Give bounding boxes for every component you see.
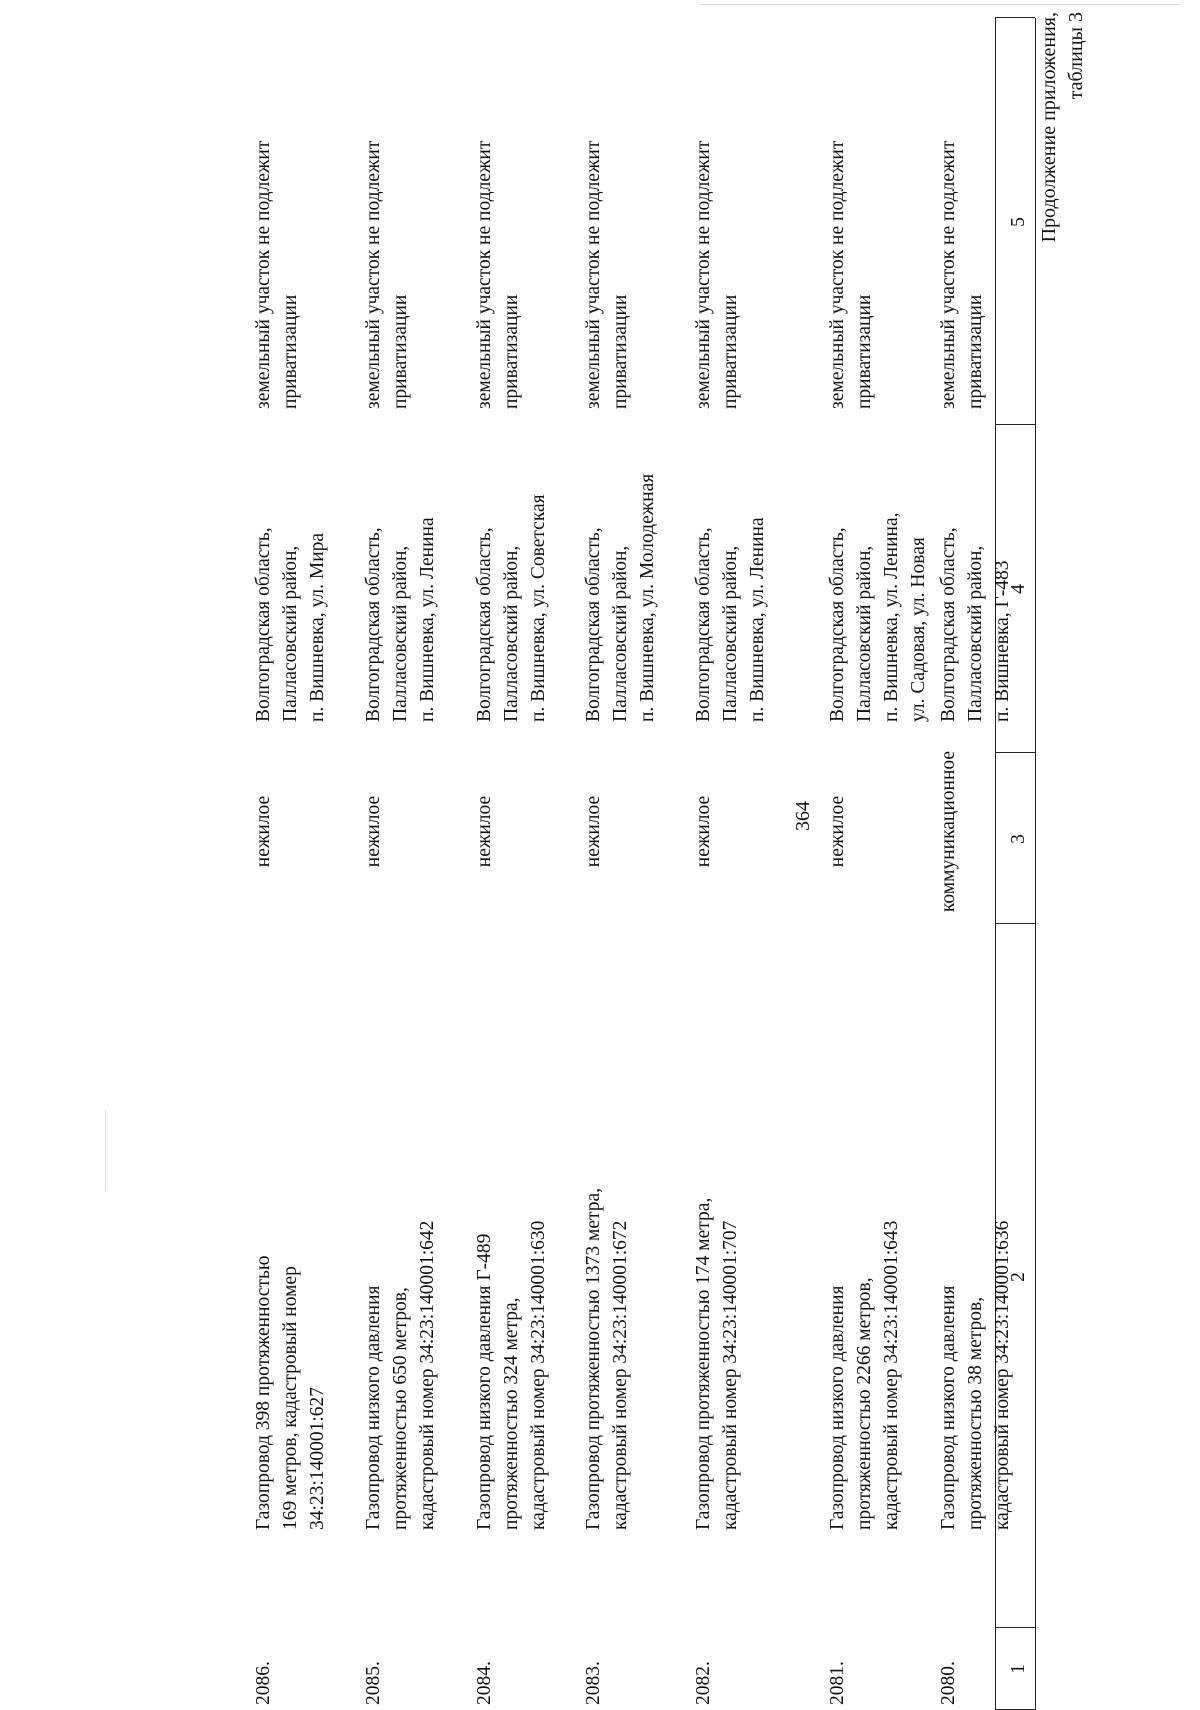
object-note bbox=[250, 9, 304, 409]
address-line: Палласовский район, bbox=[390, 545, 411, 722]
object-name bbox=[471, 1130, 552, 1530]
note-line: земельный участок не подлежит bbox=[827, 140, 848, 409]
object-name bbox=[580, 1130, 634, 1530]
object-name-line: протяженностью 650 метров, bbox=[390, 1287, 411, 1530]
object-name-line: протяженностью 2266 метров, bbox=[854, 1277, 875, 1530]
address-line: Палласовский район, bbox=[854, 545, 875, 722]
object-name-line: Газопровод низкого давления bbox=[363, 1285, 384, 1530]
row-number: 2082. bbox=[693, 1661, 714, 1705]
object-type: нежилое bbox=[827, 795, 848, 868]
note-line: земельный участок не подлежит bbox=[938, 140, 959, 409]
continuation-line: Продолжение приложения, bbox=[1038, 12, 1060, 243]
object-address bbox=[935, 432, 1016, 722]
scan-mark bbox=[105, 1110, 106, 1190]
address-line: Волгоградская область, bbox=[253, 527, 274, 722]
object-name-line: Газопровод низкого давления Г-489 bbox=[474, 1233, 495, 1530]
object-name bbox=[935, 1130, 1016, 1530]
object-address bbox=[824, 432, 932, 722]
address-line: Палласовский район, bbox=[965, 545, 986, 722]
object-note bbox=[690, 9, 744, 409]
column-number: 4 bbox=[1008, 584, 1029, 594]
object-type: коммуникационное bbox=[938, 750, 959, 913]
object-name-line: Газопровод протяженностью 174 метра, bbox=[693, 1197, 714, 1530]
note-line: земельный участок не подлежит bbox=[583, 140, 604, 409]
object-address bbox=[580, 432, 661, 722]
address-line: п. Вишневка, Г-483 bbox=[992, 560, 1013, 722]
address-line: Волгоградская область, bbox=[474, 527, 495, 722]
note-line: приватизации bbox=[965, 294, 986, 409]
address-line: Волгоградская область, bbox=[693, 527, 714, 722]
object-name bbox=[360, 1130, 441, 1530]
object-note bbox=[471, 9, 525, 409]
note-line: приватизации bbox=[720, 294, 741, 409]
object-address bbox=[690, 432, 771, 722]
address-line: Волгоградская область, bbox=[938, 527, 959, 722]
address-line: п. Вишневка, ул. Мира bbox=[307, 532, 328, 722]
object-name-line: кадастровый номер 34:23:140001:636 bbox=[992, 1220, 1013, 1530]
column-divider bbox=[995, 424, 1035, 425]
column-divider bbox=[995, 752, 1035, 753]
object-name-line: 34:23:140001:627 bbox=[307, 1386, 328, 1530]
page-number: 364 bbox=[792, 801, 814, 831]
object-name bbox=[250, 1130, 331, 1530]
column-number: 2 bbox=[1008, 1272, 1029, 1282]
column-divider bbox=[995, 1627, 1035, 1628]
address-line: Волгоградская область, bbox=[583, 527, 604, 722]
object-name-line: Газопровод низкого давления bbox=[938, 1285, 959, 1530]
note-line: приватизации bbox=[610, 294, 631, 409]
note-line: приватизации bbox=[854, 294, 875, 409]
object-name-line: 169 метров, кадастровый номер bbox=[280, 1266, 301, 1530]
object-note bbox=[360, 9, 414, 409]
object-name-line: Газопровод протяженностью 1373 метра, bbox=[583, 1187, 604, 1530]
object-note bbox=[824, 9, 878, 409]
note-line: земельный участок не подлежит bbox=[693, 140, 714, 409]
object-note bbox=[580, 9, 634, 409]
address-line: Палласовский район, bbox=[501, 545, 522, 722]
address-line: ул. Садовая, ул. Новая bbox=[908, 537, 929, 722]
row-number: 2083. bbox=[583, 1661, 604, 1705]
object-name-line: кадастровый номер 34:23:140001:642 bbox=[417, 1220, 438, 1530]
object-type: нежилое bbox=[363, 795, 384, 868]
note-line: земельный участок не подлежит bbox=[363, 140, 384, 409]
column-divider bbox=[995, 17, 1035, 18]
address-line: п. Вишневка, ул. Ленина bbox=[417, 517, 438, 722]
object-type: нежилое bbox=[253, 795, 274, 868]
object-name bbox=[690, 1130, 744, 1530]
object-name-line: кадастровый номер 34:23:140001:630 bbox=[528, 1220, 549, 1530]
object-name-line: кадастровый номер 34:23:140001:707 bbox=[720, 1220, 741, 1530]
address-line: Волгоградская область, bbox=[363, 527, 384, 722]
address-line: Палласовский район, bbox=[280, 545, 301, 722]
object-type: нежилое bbox=[583, 795, 604, 868]
address-line: п. Вишневка, ул. Ленина bbox=[747, 517, 768, 722]
object-name bbox=[824, 1130, 905, 1530]
object-type: нежилое bbox=[474, 795, 495, 868]
row-number: 2084. bbox=[474, 1661, 495, 1705]
scan-mark bbox=[700, 4, 1180, 5]
address-line: Волгоградская область, bbox=[827, 527, 848, 722]
address-line: п. Вишневка, ул. Советская bbox=[528, 494, 549, 722]
object-name-line: Газопровод 398 протяженностью bbox=[253, 1255, 274, 1530]
object-name-line: кадастровый номер 34:23:140001:643 bbox=[881, 1220, 902, 1530]
object-address bbox=[360, 432, 441, 722]
note-line: приватизации bbox=[280, 294, 301, 409]
address-line: Палласовский район, bbox=[720, 545, 741, 722]
row-number: 2081. bbox=[827, 1661, 848, 1705]
row-number: 2085. bbox=[363, 1661, 384, 1705]
row-number: 2086. bbox=[253, 1661, 274, 1705]
address-line: п. Вишневка, ул. Ленина, bbox=[881, 512, 902, 722]
column-number: 3 bbox=[1008, 834, 1029, 844]
table-border-top bbox=[1035, 18, 1036, 1710]
note-line: земельный участок не подлежит bbox=[474, 140, 495, 409]
note-line: приватизации bbox=[501, 294, 522, 409]
object-name-line: Газопровод низкого давления bbox=[827, 1285, 848, 1530]
address-line: п. Вишневка, ул. Молодежная bbox=[637, 473, 658, 722]
column-number: 1 bbox=[1008, 1664, 1029, 1674]
note-line: приватизации bbox=[390, 294, 411, 409]
column-divider bbox=[995, 923, 1035, 924]
row-number: 2080. bbox=[938, 1661, 959, 1705]
object-address bbox=[250, 432, 331, 722]
object-name-line: протяженностью 38 метров, bbox=[965, 1296, 986, 1530]
object-type: нежилое bbox=[693, 795, 714, 868]
column-number: 5 bbox=[1008, 217, 1029, 227]
object-name-line: кадастровый номер 34:23:140001:672 bbox=[610, 1220, 631, 1530]
address-line: Палласовский район, bbox=[610, 545, 631, 722]
object-name-line: протяженностью 324 метра, bbox=[501, 1297, 522, 1530]
continuation-line: таблицы 3 bbox=[1065, 12, 1087, 100]
object-note bbox=[935, 9, 989, 409]
object-address bbox=[471, 432, 552, 722]
note-line: земельный участок не подлежит bbox=[253, 140, 274, 409]
